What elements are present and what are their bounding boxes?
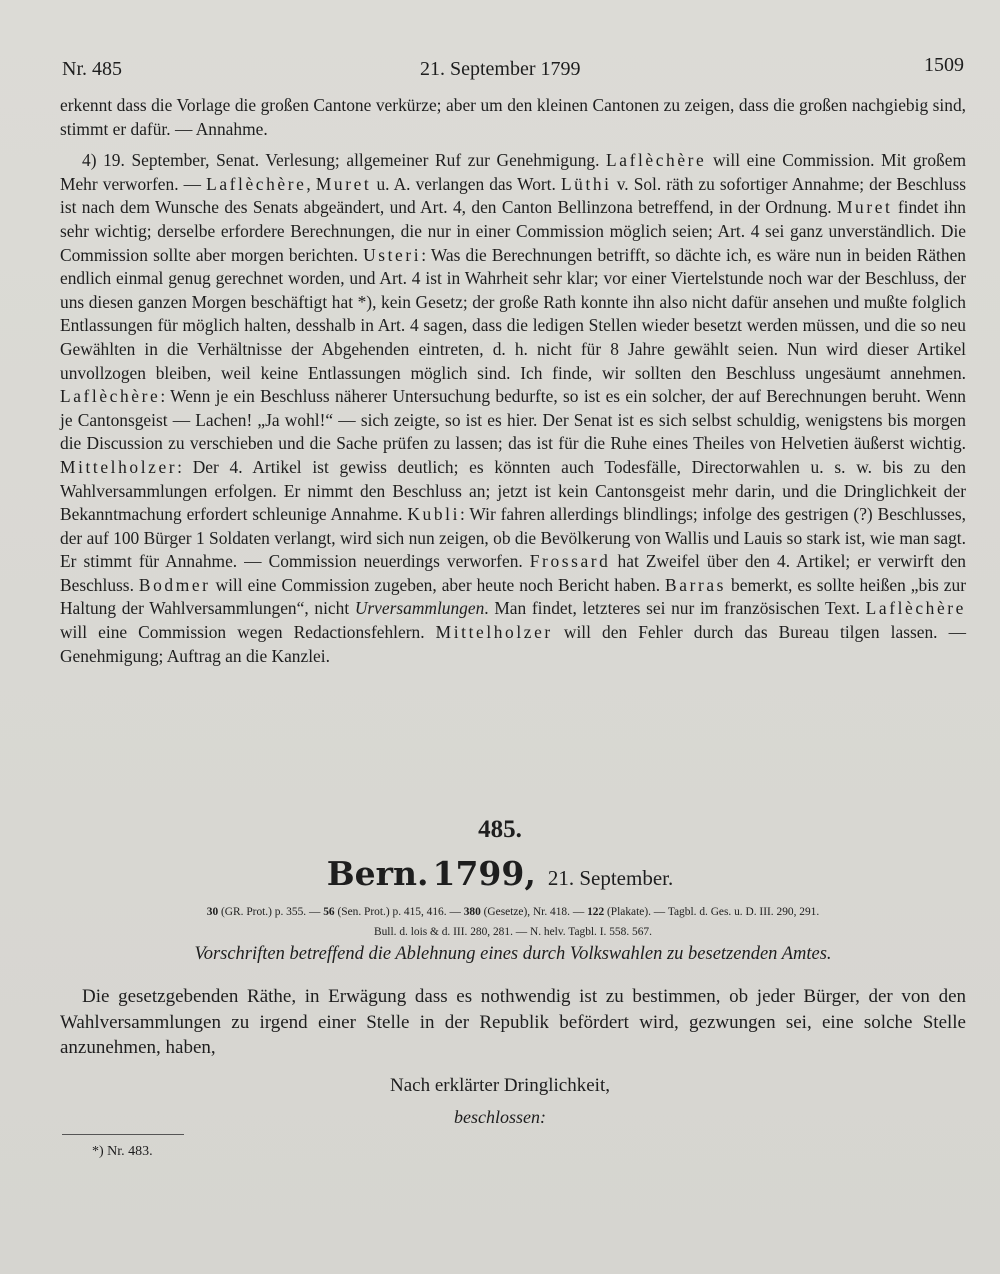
previous-document-continuation (60, 94, 966, 668)
resolved-line: beschlossen: (454, 1107, 546, 1127)
text-run: will eine Commission zugeben, aber heute noch Bericht haben. (210, 574, 666, 595)
source-line-1 (60, 902, 966, 922)
document-body (60, 984, 966, 1061)
italic-term: Urversammlungen (354, 598, 485, 619)
speaker-name: Muret (315, 173, 372, 194)
speaker-name: Mittelholzer (435, 622, 553, 643)
text-run: u. A. verlangen das Wort. (371, 173, 561, 194)
source-text: (Sen. Prot.) p. 415, 416. — (334, 906, 464, 918)
source-volume: 56 (323, 906, 335, 918)
document-year: 1799, (432, 854, 536, 893)
text-run: : Wenn je ein Beschluss näherer Untersuchung bedurfte, so ist es ein solcher, der auf Berechnungen beruht. Wenn je Cantonsgeist — Lachen! „Ja wohl!“ — sich zeigte, so ist es hier. Der Senat ist es sich selbst schuldig, wenigstens bis morgen die Discussion zu verschieben und die Sache prüfen zu lassen; das ist für die Ruhe eines Theiles von Helvetien äußerst wichtig. (60, 386, 966, 454)
header-page-number: 1509 (924, 54, 964, 76)
page-header (62, 54, 964, 84)
footnote-divider (62, 1134, 184, 1135)
speaker-name: Laflèchère (60, 386, 161, 407)
speaker-name: Bodmer (138, 574, 211, 595)
header-document-number: Nr. 485 (62, 58, 122, 80)
text-run: . Man findet, letzteres sei nur im französischen Text. (484, 598, 866, 619)
speaker-name: Barras (665, 574, 727, 595)
source-references (60, 902, 966, 942)
source-volume: 30 (206, 906, 219, 918)
text-run: will eine Commission wegen Redactionsfehlern. (60, 622, 436, 643)
source-text: (GR. Prot.) p. 355. — (218, 906, 324, 918)
text-run: findet ihn sehr wichtig; derselbe erfordere Berechnungen, die nur in einer Commission möglich seien; Art. 4 sei ganz unverständlich. Die Commission sollte aber morgen berichten. (60, 197, 966, 265)
text-run: : Der 4. Artikel ist gewiss deutlich; es könnten auch Todesfälle, Directorwahlen u. s. w. bis zu den Wahlversammlungen erfolgen. Er nimmt den Beschluss an; jetzt ist kein Cantonsgeist mehr darin, und die Dringlichkeit der Bekanntmachung erfordert schleunige Annahme. (60, 456, 966, 525)
source-text: (Gesetze), Nr. 418. — (480, 906, 588, 918)
speaker-name: Lüthi (560, 173, 612, 194)
speaker-name: Kubli (407, 504, 461, 525)
speaker-name: Muret (836, 197, 893, 218)
continuation-paragraph-1: erkennt dass die Vorlage die großen Cantone verkürze; aber um den kleinen Cantonen zu zeigen, dass die großen nachgiebig sind, stimmt er dafür. — Annahme. (60, 95, 966, 139)
text-run: , (306, 173, 316, 194)
source-line-2: Bull. d. lois & d. III. 280, 281. — N. helv. Tagbl. I. 558. 567. (374, 926, 652, 938)
text-run: will den Fehler durch das Bureau tilgen lassen. — Genehmigung; Auftrag an die Kanzlei. (60, 622, 967, 666)
document-date: 21. September. (547, 866, 674, 890)
speaker-name: Laflèchère (606, 150, 707, 171)
speaker-name: Usteri (363, 244, 422, 265)
text-run: : Wir fahren allerdings blindlings; infolge des gestrigen (?) Beschlusses, der auf 100 Bürger 1 Soldaten verlangt, wird sich nun zeigen, ob die Bevölkerung von Wallis und Lauis so stark ist, wie man sagt. Er stimmt für Annahme. — Commission neuerdings verworfen. (60, 504, 966, 572)
urgency-line: Nach erklärter Dringlichkeit, (390, 1075, 610, 1096)
text-run: bemerkt, es sollte heißen „bis zur Haltung der Wahlversammlungen“, nicht (60, 574, 966, 619)
footnote: *) Nr. 483. (92, 1144, 153, 1159)
preamble-paragraph: Die gesetzgebenden Räthe, in Erwägung dass es nothwendig ist zu bestimmen, ob jeder Bürger, der von den Wahlversammlungen zu irgend einer Stelle in der Republik befördert wird, gezwungen sei, eine solche Stelle anzunehmen, haben, (60, 986, 966, 1058)
speaker-name: Laflèchère (206, 173, 307, 194)
source-text: (Plakate). — Tagbl. d. Ges. u. D. III. 290, 291. (604, 906, 820, 918)
text-run: hat Zweifel über den 4. Artikel; er verwirft den Beschluss. (60, 551, 966, 595)
speaker-name: Laflèchère (865, 598, 966, 619)
text-run: : Was die Berechnungen betrifft, so dächte ich, es wäre nun in beiden Räthen endlich einmal genug gerechnet worden, und Art. 4 ist in Wahrheit sehr klar; vor einer Viertelstunde noch war der Beschluss, der uns diesen ganzen Morgen beschäftigt hat *), kein Gesetz; der große Rath konnte ihn also nicht dafür ansehen und mußte folglich Entlassungen für möglich halten, desshalb in Art. 4 sagen, dass die ledigen Stellen wieder besetzt werden müssen, und die so neu Gewählten in die Verhältnisse der Abgehenden eintreten, d. h. nicht für 8 Jahre gewählt seien. Nun wird dieser Artikel unvollzogen bleiben, weil keine Entlassungen möglich sind. Ich finde, wir sollten den Beschluss ungesäumt annehmen. (60, 244, 966, 383)
text-run: 4) 19. September, Senat. Verlesung; allgemeiner Ruf zur Genehmigung. (82, 150, 607, 171)
speaker-name: Mittelholzer (60, 456, 178, 477)
source-volume: 122 (587, 906, 605, 918)
document-title: Vorschriften betreffend die Ablehnung eines durch Volkswahlen zu besetzenden Amtes. (194, 944, 832, 964)
document-place-date (0, 854, 1000, 893)
document-place: Bern. (326, 854, 429, 893)
source-volume: 380 (463, 906, 481, 918)
document-number: 485. (478, 816, 522, 843)
header-date: 21. September 1799 (420, 58, 581, 80)
text-run: will eine Commission. Mit großem Mehr verworfen. — (60, 150, 966, 194)
speaker-name: Frossard (529, 551, 611, 572)
continuation-paragraph-2 (60, 149, 966, 668)
text-run: v. Sol. räth zu sofortiger Annahme; der Beschluss ist nach dem Wunsche des Senats abgeändert, und Art. 4, den Canton Bellinzona betreffend, in der Ordnung. (60, 173, 966, 218)
